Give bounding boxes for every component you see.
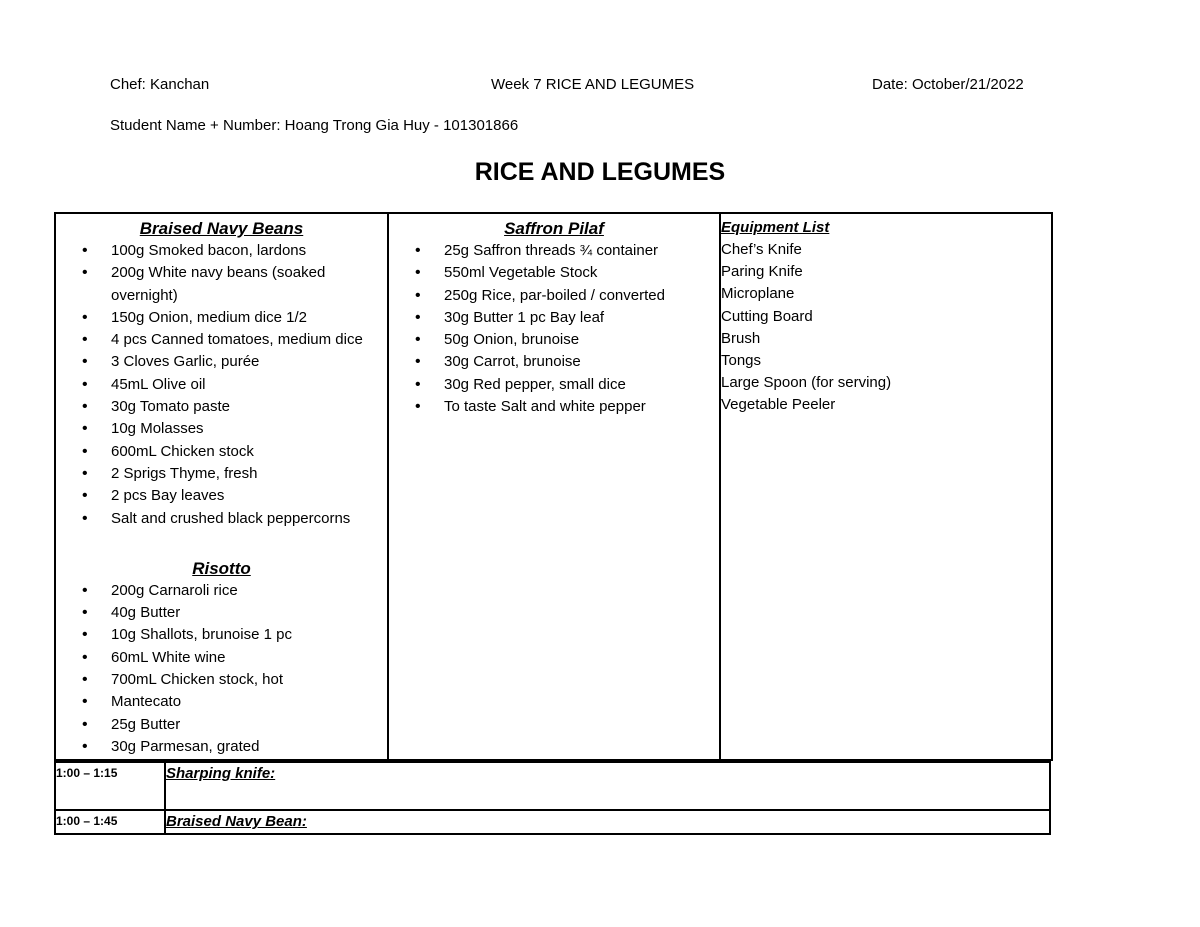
list-item: • 600mL Chicken stock <box>56 441 387 463</box>
equipment-item: Chef’s Knife <box>721 241 802 258</box>
equipment-item: Microplane <box>721 285 795 303</box>
list-item: • 250g Rice, par-boiled / converted <box>389 285 719 307</box>
list-item: • 200g White navy beans (soaked overnight) <box>56 262 387 307</box>
list-item: • 30g Butter 1 pc Bay leaf <box>389 307 719 329</box>
list-item: • 40g Butter <box>56 602 387 624</box>
list-item: • 100g Smoked bacon, lardons <box>56 240 387 262</box>
list-item: • 60mL White wine <box>56 647 387 669</box>
list-item: • 10g Shallots, brunoise 1 pc <box>56 624 387 646</box>
schedule-task: Braised Navy Bean: <box>165 810 1050 834</box>
list-item: • To taste Salt and white pepper <box>389 396 719 418</box>
saffron-pilaf-column <box>389 214 721 759</box>
table-row <box>55 762 1050 810</box>
table-row <box>55 810 1050 834</box>
list-item: • 200g Carnaroli rice <box>56 580 387 602</box>
saffron-pilaf-title: Saffron Pilaf <box>504 219 604 238</box>
schedule-table <box>54 761 1051 835</box>
list-item: • 700mL Chicken stock, hot <box>56 669 387 691</box>
equipment-item: Paring Knife <box>721 263 803 281</box>
list-item: • 25g Saffron threads ¾ container <box>389 240 719 262</box>
equipment-item: Vegetable Peeler <box>721 396 836 414</box>
list-item: • Salt and crushed black peppercorns <box>56 508 387 530</box>
date-label: Date: October/21/2022 <box>872 76 1024 93</box>
braised-navy-beans-title: Braised Navy Beans <box>139 219 304 238</box>
list-item: • 25g Butter <box>56 714 387 736</box>
list-item: • 4 pcs Canned tomatoes, medium dice <box>56 329 387 351</box>
equipment-column <box>721 214 1051 759</box>
list-item: • 30g Carrot, brunoise <box>389 351 719 373</box>
list-item: • 550ml Vegetable Stock <box>389 262 719 284</box>
student-label: Student Name + Number: Hoang Trong Gia Huy - 101301866 <box>110 117 519 134</box>
risotto-title: Risotto <box>192 558 251 578</box>
list-item: • 150g Onion, medium dice 1/2 <box>56 307 387 329</box>
braised-ingredient-list <box>56 240 387 530</box>
equipment-item: Large Spoon (for serving) <box>721 374 892 392</box>
equipment-item: Tongs <box>721 352 762 370</box>
list-item: • 10g Molasses <box>56 418 387 440</box>
schedule-time: 1:00 – 1:15 <box>55 762 165 810</box>
page-title: RICE AND LEGUMES <box>474 158 726 186</box>
equipment-list-title: Equipment List <box>721 219 830 236</box>
list-item: • 2 Sprigs Thyme, fresh <box>56 463 387 485</box>
list-item: • Mantecato <box>56 691 387 713</box>
schedule-time: 1:00 – 1:45 <box>55 810 165 834</box>
list-item: • 3 Cloves Garlic, purée <box>56 351 387 373</box>
recipe-table <box>54 212 1053 761</box>
list-item: • 30g Tomato paste <box>56 396 387 418</box>
equipment-item: Brush <box>721 329 761 347</box>
week-label: Week 7 RICE AND LEGUMES <box>491 76 695 93</box>
risotto-ingredient-list <box>56 580 387 758</box>
chef-label: Chef: Kanchan <box>110 76 210 93</box>
list-item: • 50g Onion, brunoise <box>389 329 719 351</box>
braised-risotto-column <box>56 214 389 759</box>
list-item: • 45mL Olive oil <box>56 374 387 396</box>
equipment-item: Cutting Board <box>721 307 813 325</box>
list-item: • 30g Red pepper, small dice <box>389 374 719 396</box>
schedule-task: Sharping knife: <box>165 762 1050 810</box>
list-item: • 2 pcs Bay leaves <box>56 485 387 507</box>
list-item: • 30g Parmesan, grated <box>56 736 387 758</box>
saffron-ingredient-list <box>389 240 719 418</box>
